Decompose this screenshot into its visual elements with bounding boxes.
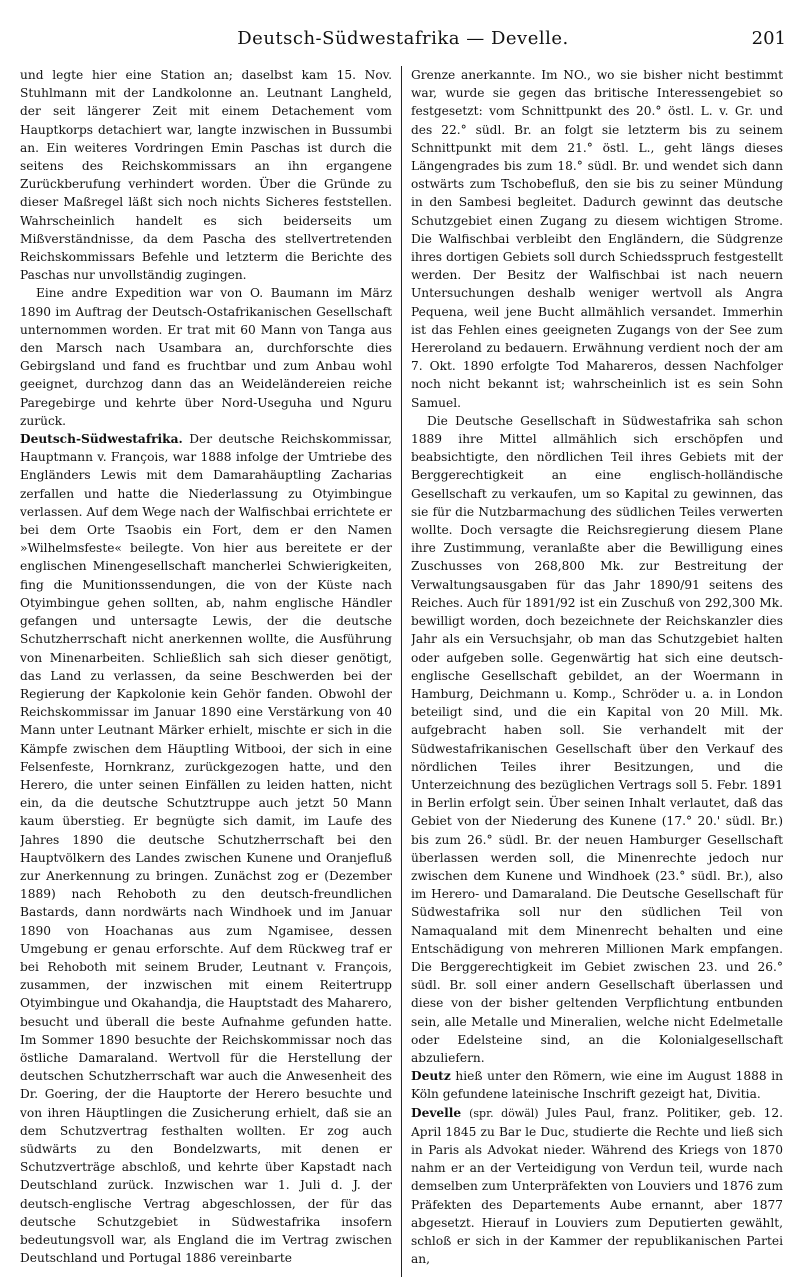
paragraph: Grenze anerkannte. Im NO., wo sie bisher nicht bestimmt war, wurde sie gegen das britische Interessengebiet so festgesetzt: vom Schnittpunkt des 20.° östl. L. v. Gr. und des 22.° südl. Br. an folgt sie letzterm bis zu seinem Schnittpunkt mit dem 21.° östl. L., geht längs dieses Längengrades bis zum 18.° südl. Br. und wendet sich dann ostwärts zum Tschobefluß, den sie bis zu seiner Mündung in den Sambesi begleitet. Dadurch gewinnt das deutsche Schutzgebiet einen Zugang zu diesem wichtigen Strome. Die Walfischbai verbleibt den Engländern, die Südgrenze ihres dortigen Gebiets soll durch Schiedsspruch festgestellt werden. Der Besitz der Walfischbai ist nach neuern Untersuchungen deshalb weniger wertvoll als Angra Pequena, weil jene Bucht allmählich versandet. Immerhin ist das Fehlen eines geeigneten Zugangs von der See zum Hereroland zu bedauern. Erwähnung verdient noch der am 7. Okt. 1890 erfolgte Tod Mahareros, dessen Nachfolger noch nicht bekannt ist; wahrscheinlich ist es sein Sohn Samuel. <box>411 68 783 410</box>
paragraph: und legte hier eine Station an; daselbst kam 15. Nov. Stuhlmann mit der Landkolonne an. Leutnant Langheld, der seit längerer Zeit mit einem Detachement vom Hauptkorps detachiert war, langte inzwischen in Bussumbi an. Ein weiteres Vordringen Emin Paschas ist durch die seitens des Reichskommissars an ihn ergangene Zurückberufung verhindert worden. Über die Gründe zu dieser Maßregel läßt sich noch nichts Sicheres feststellen. Wahrscheinlich handelt es sich beiderseits um Mißverständnisse, da dem Pascha des stellvertretenden Reichskommissars Befehle und letzterm die Berichte des Paschas nur unvollständig zugingen. <box>20 68 392 283</box>
pronunciation: (spr. döwäl) <box>469 1106 539 1120</box>
entry-deutz <box>411 1067 783 1103</box>
entry-deutsch-suedwestafrika <box>20 430 392 1267</box>
left-column <box>20 66 392 1277</box>
right-column <box>411 66 783 1277</box>
paragraph: Die Deutsche Gesellschaft in Südwestafrika sah schon 1889 ihre Mittel allmählich sich erschöpfen und beabsichtigte, den nördlichen Teil ihres Gebiets mit der Berggerechtigkeit an eine englisch-holländische Gesellschaft zu verkaufen, um so Kapital zu gewinnen, das sie für die Nutzbarmachung des südlichen Teiles verwerten wollte. Doch versagte die Reichsregierung diesem Plane ihre Zustimmung, veranlaßte aber die Bewilligung eines Zuschusses von 268,800 Mk. zur Bestreitung der Verwaltungsausgaben für das Jahr 1890/91 seitens des Reiches. Auch für 1891/92 ist ein Zuschuß von 292,300 Mk. bewilligt worden, doch bezeichnete der Reichskanzler dies Jahr als ein Versuchsjahr, ob man das Schutzgebiet halten oder aufgeben solle. Gegenwärtig hat sich eine deutsch-englische Gesellschaft gebildet, an der Woermann in Hamburg, Deichmann u. Komp., Schröder u. a. in London beteiligt sind, und die ein Kapital von 20 Mill. Mk. aufgebracht haben soll. Sie verhandelt mit der Südwestafrikanischen Gesellschaft über den Verkauf des nördlichen Teiles ihrer Besitzungen, und die Unterzeichnung des bezüglichen Vertrags soll 5. Febr. 1891 in Berlin erfolgt sein. Über seinen Inhalt verlautet, daß das Gebiet von der Niederung des Kunene (17.° 20.' südl. Br.) bis zum 26.° südl. Br. der neuen Hamburger Gesellschaft überlassen werden soll, die Minenrechte jedoch nur zwischen dem Kunene und Windhoek (23.° südl. Br.), also im Herero- und Damaraland. Die Deutsche Gesellschaft für Südwestafrika soll nur den südlichen Teil von Namaqualand mit dem Minenrecht behalten und eine Entschädigung von mehreren Millionen Mark empfangen. Die Berggerechtigkeit im Gebiet zwischen 23. und 26.° südl. Br. soll einer andern Gesellschaft überlassen und diese von der bisher geltenden Verpflichtung entbunden sein, alle Metalle und Mineralien, welche nicht Edelmetalle oder Edelsteine sind, an die Kolonialgesellschaft abzuliefern. <box>411 413 783 1065</box>
column-divider <box>401 66 402 1277</box>
entry-heading: Deutsch-Südwestafrika. <box>20 432 183 447</box>
entry-text: Der deutsche Reichskommissar, Hauptmann v. François, war 1888 infolge der Umtriebe des Engländers Lewis mit dem Damarahäuptling Zacharias zerfallen und hatte die Niederlassung zu Otyimbingue verlassen. Auf dem Wege nach der Walfischbai errichtete er bei dem Orte Tsaobis ein Fort, dem er den Namen »Wilhelmsfeste« beilegte. Von hier aus bereitete er der englischen Minengesellschaft mancherlei Schwierigkeiten, fing die Munitionssendungen, die von der Küste nach Otyimbingue gehen sollten, ab, nahm englische Händler gefangen und untersagte Lewis, der die deutsche Schutzherrschaft nicht anerkennen wollte, die Ausführung von Minenarbeiten. Schließlich sah sich dieser genötigt, das Land zu verlassen, da seine Beschwerden bei der Regierung der Kapkolonie kein Gehör fanden. Obwohl der Reichskommissar im Januar 1890 eine Verstärkung von 40 Mann unter Leutnant Märker erhielt, mischte er sich in die Kämpfe zwischen dem Häuptling Witbooi, der sich in eine Felsenfeste, Hornkranz, zurückgezogen hatte, und den Herero, die unter seinen Einfällen zu leiden hatten, nicht ein, da die deutsche Schutztruppe auch jetzt 50 Mann kaum überstieg. Er begnügte sich damit, im Laufe des Jahres 1890 die deutsche Schutzherrschaft bei den Hauptvölkern des Landes zwischen Kunene und Oranjefluß zur Anerkennung zu bringen. Zunächst zog er (Dezember 1889) nach Rehoboth zu den deutsch-freundlichen Bastards, dann nordwärts nach Windhoek und im Januar 1890 von Hoachanas aus zum Ngamisee, dessen Umgebung er genau erforschte. Auf dem Rückweg traf er bei Rehoboth mit seinem Bruder, Leutnant v. François, zusammen, der inzwischen mit einem Reitertrupp Otyimbingue und Okahandja, die Hauptstadt des Maharero, besucht und überall die beste Aufnahme gefunden hatte. Im Sommer 1890 besuchte der Reichskommissar noch das östliche Damaraland. Wertvoll für die Herstellung der deutschen Schutzherrschaft war auch die Anwesenheit des Dr. Goering, der die Hauptorte der Herero besuchte und von ihren Häuptlingen die Zusicherung erhielt, daß sie an dem Schutzvertrag festhalten wollten. Er zog auch südwärts zu den Bondelzwarts, mit denen er Schutzverträge abschloß, und kehrte über Kapstadt nach Deutschland zurück. Inzwischen war 1. Juli d. J. der deutsch-englische Vertrag abgeschlossen, der für das deutsche Schutzgebiet in Südwestafrika insofern bedeutungsvoll war, als England die im Vertrag zwischen Deutschland und Portugal 1886 vereinbarte <box>20 432 392 1266</box>
entry-text: hieß unter den Römern, wie eine im August 1888 in Köln gefundene lateinische Inschrift gezeigt hat, Divitia. <box>411 1069 783 1102</box>
entry-develle <box>411 1104 783 1269</box>
entry-heading: Deutz <box>411 1069 451 1084</box>
text-columns <box>20 66 786 1277</box>
paragraph: Eine andre Expedition war von O. Baumann im März 1890 im Auftrag der Deutsch-Ostafrikanischen Gesellschaft unternommen worden. Er trat mit 60 Mann von Tanga aus den Marsch nach Usambara an, durchforschte dies Gebirgsland und fand es fruchtbar und zum Anbau wohl geeignet, durchzog dann das an Weideländereien reiche Paregebirge und kehrte über Nord-Useguha und Nguru zurück. <box>20 286 392 428</box>
page-header <box>20 28 786 50</box>
running-head: Deutsch-Südwestafrika — Develle. <box>237 28 569 49</box>
entry-heading: Develle <box>411 1105 462 1120</box>
page-number: 201 <box>751 28 786 49</box>
entry-text: Jules Paul, franz. Politiker, geb. 12. April 1845 zu Bar le Duc, studierte die Rechte und ließ sich in Paris als Advokat nieder. Während des Kriegs von 1870 nahm er an der Verteidigung von Verdun teil, wurde nach demselben zum Unterpräfekten von Louviers und 1876 zum Präfekten des Departements Aube ernannt, aber 1877 abgesetzt. Hierauf in Louviers zum Deputierten gewählt, schloß er sich in der Kammer der republikanischen Partei an, <box>411 1105 783 1267</box>
